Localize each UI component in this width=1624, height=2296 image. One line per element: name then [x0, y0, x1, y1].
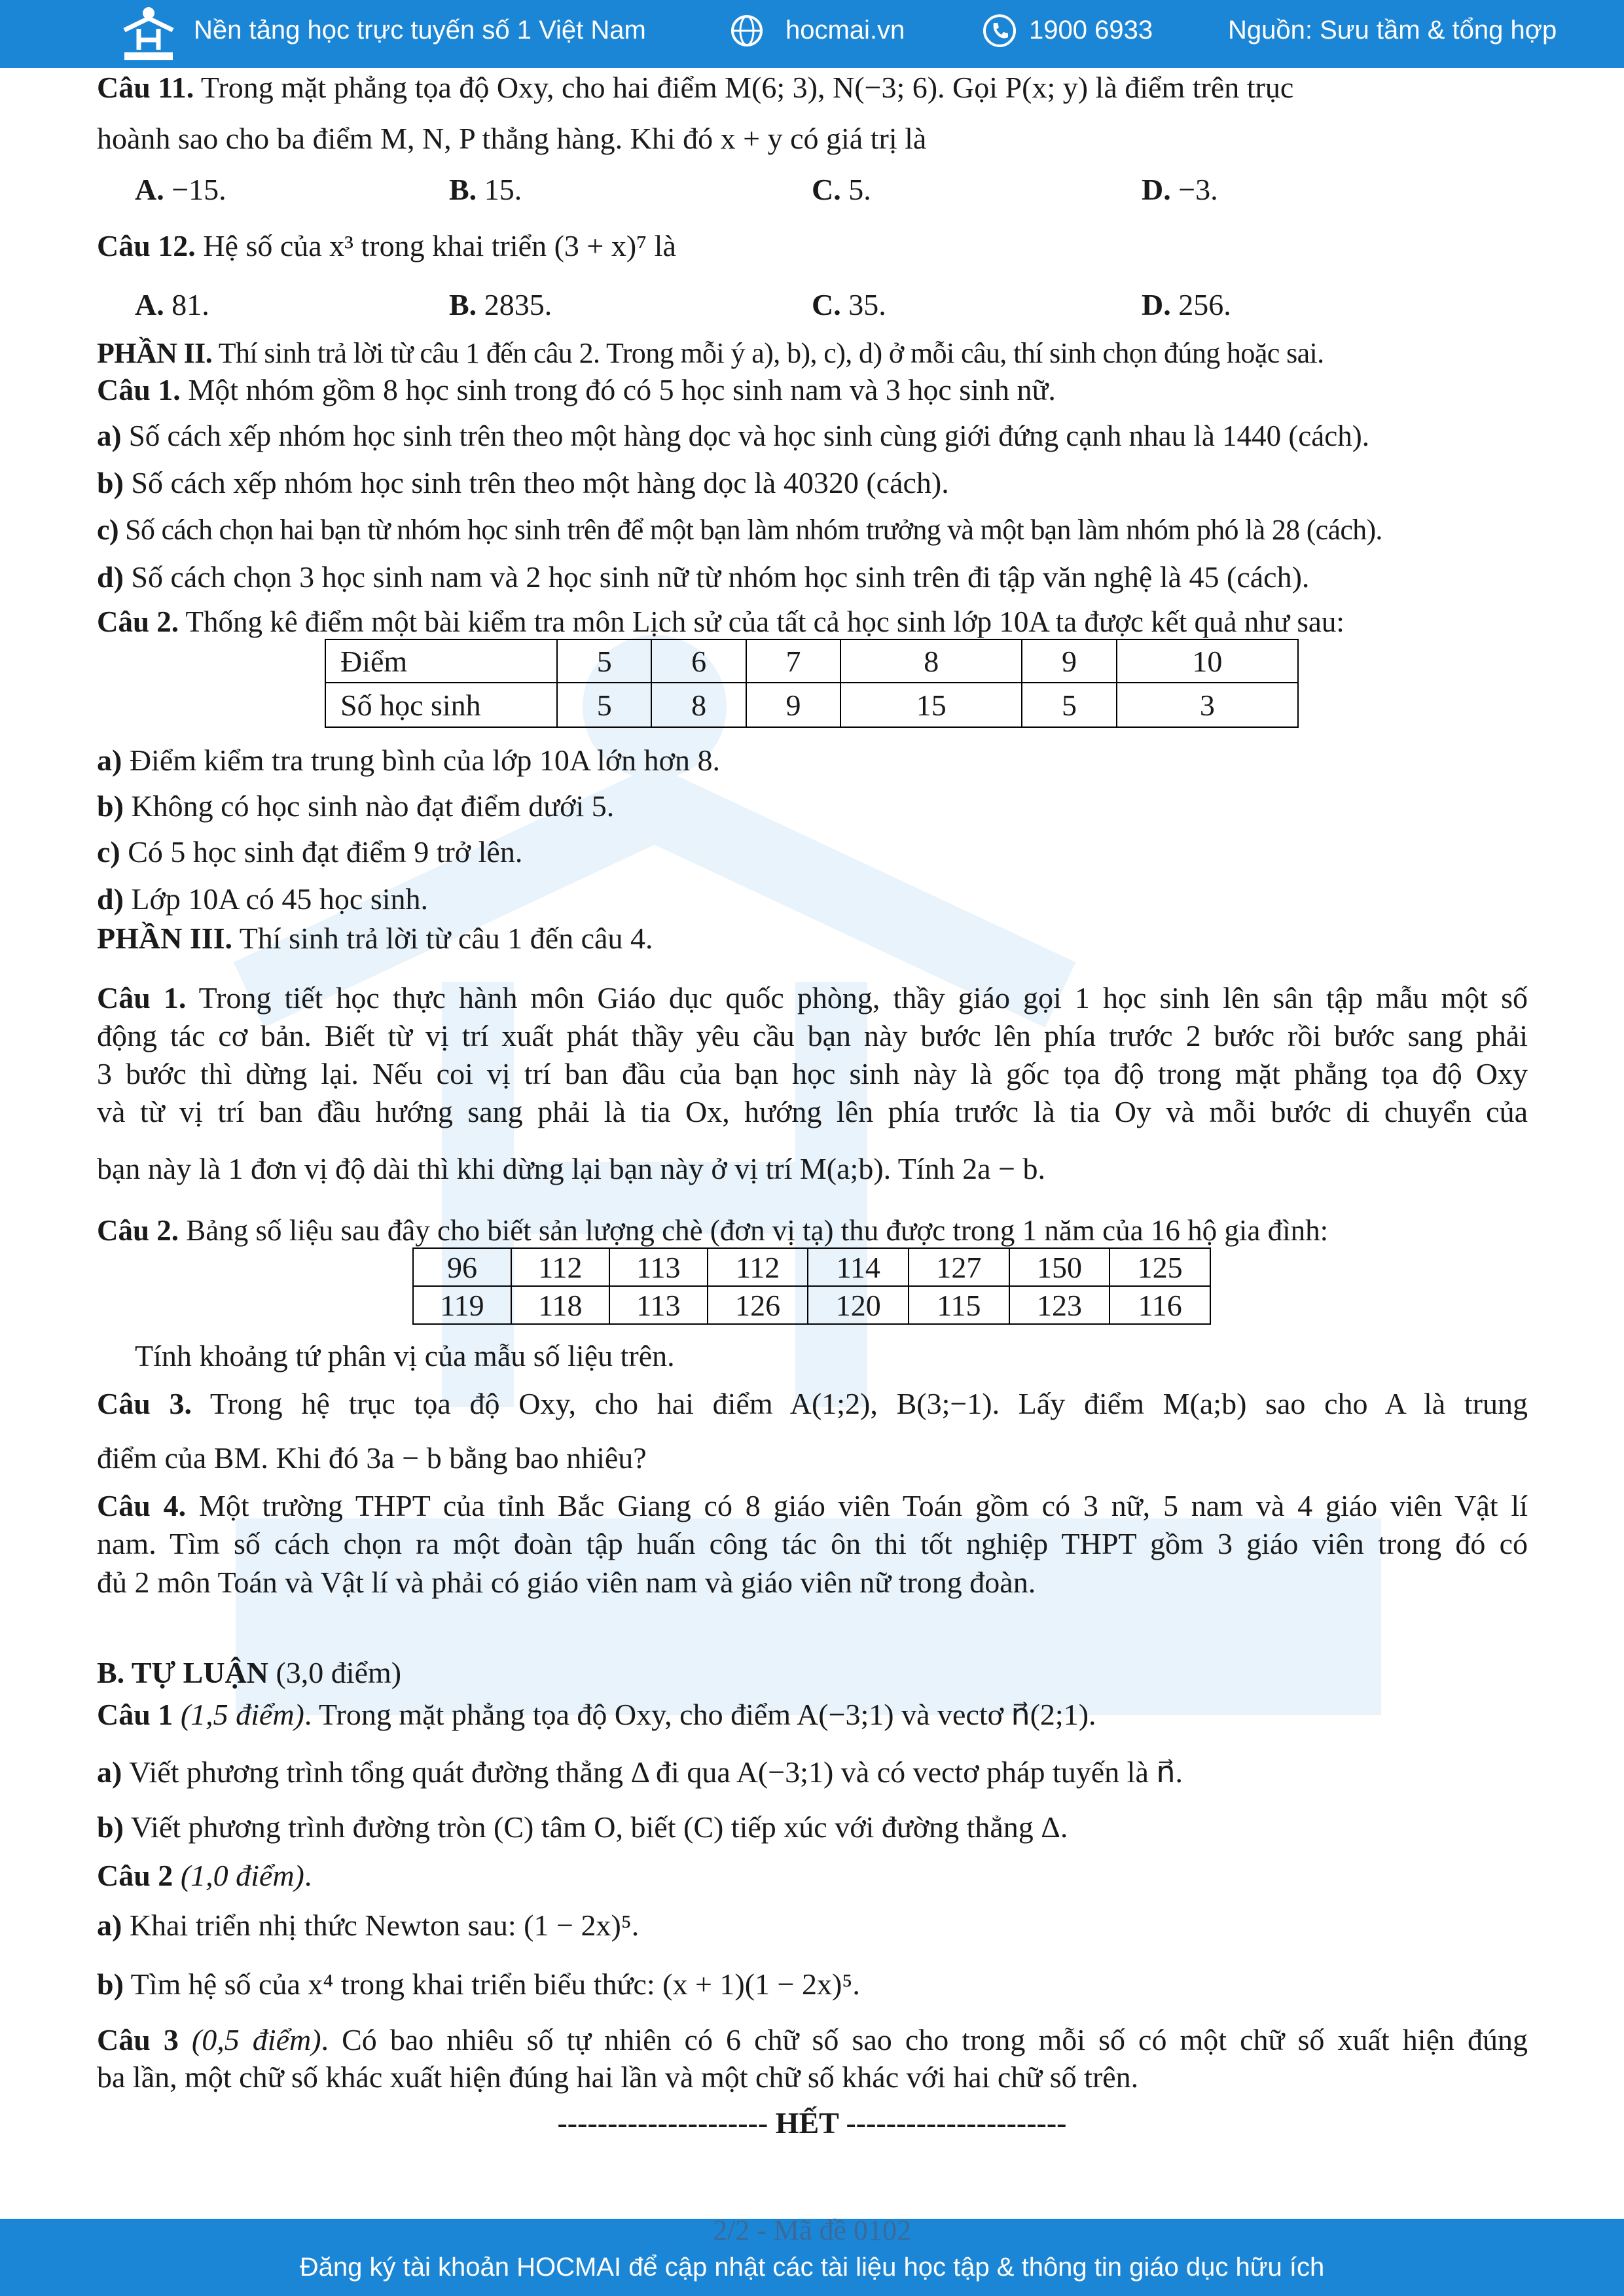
page-info: 2/2 - Mã đề 0102: [712, 2214, 912, 2246]
part2-q1-c: c) Số cách chọn hai bạn từ nhóm học sinh trên để một bạn làm nhóm trưởng và một bạn làm nhóm phó là 28 (cách).: [97, 514, 1382, 546]
q12-option-a: A. 81.: [135, 288, 209, 321]
part2-q2-c: c) Có 5 học sinh đạt điểm 9 trở lên.: [97, 835, 523, 869]
part3-q1-last-line: bạn này là 1 đơn vị độ dài thì khi dừng lại bạn này ở vị trí M(a;b). Tính 2a − b.: [97, 1152, 1046, 1185]
part2-q2-b: b) Không có học sinh nào đạt điểm dưới 5.: [97, 789, 615, 823]
q12-text: Câu 12. Hệ số của x³ trong khai triển (3 + x)⁷ là: [97, 229, 676, 262]
footer-register-link[interactable]: Đăng ký tài khoản HOCMAI để cập nhật các tài liệu học tập & thông tin giáo dục hữu ích: [299, 2253, 1325, 2282]
tea-table-row: 119 118 113 126 120 115 123 116: [413, 1286, 1210, 1324]
part3-q1: Câu 1. Trong tiết học thực hành môn Giáo dục quốc phòng, thầy giáo gọi 1 học sinh lên sân tập mẫu một số động tác cơ bản. Biết từ vị trí xuất phát thầy yêu cầu bạn này bước lên phía trước 2 bước rồi bước sang phải 3 bước thì dừng lại. Nếu coi vị trí ban đầu của bạn học sinh này là gốc tọa độ trong mặt phẳng tọa độ Oxy và từ vị trí ban đầu hướng sang phải là tia Ox, hướng lên phía trước là tia Oy và mỗi bước di chuyển của: [97, 981, 1528, 1128]
part3-q2-ask: Tính khoảng tứ phân vị của mẫu số liệu trên.: [135, 1339, 675, 1372]
essay-q2-a: a) Khai triển nhị thức Newton sau: (1 − 2x)⁵.: [97, 1909, 640, 1942]
q11-line2: hoành sao cho ba điểm M, N, P thẳng hàng. Khi đó x + y có giá trị là: [97, 122, 927, 155]
q11-option-b: B. 15.: [449, 173, 522, 206]
header-hotline[interactable]: 1900 6933: [1029, 16, 1153, 45]
part3-q2-text: Câu 2. Bảng số liệu sau đây cho biết sản lượng chè (đơn vị tạ) thu được trong 1 năm của 16 hộ gia đình:: [97, 1214, 1329, 1247]
essay-heading: B. TỰ LUẬN (3,0 điểm): [97, 1656, 402, 1689]
essay-q1-a: a) Viết phương trình tổng quát đường thẳng Δ đi qua A(−3;1) và có vectơ pháp tuyến là n⃗.: [97, 1755, 1183, 1789]
q12-option-b: B. 2835.: [449, 288, 552, 321]
part3-label: PHẦN III.: [97, 922, 233, 955]
q11-option-c: C. 5.: [812, 173, 871, 206]
essay-q2-b: b) Tìm hệ số của x⁴ trong khai triển biểu thức: (x + 1)(1 − 2x)⁵.: [97, 1967, 860, 2001]
part3-q4: Câu 4. Một trường THPT của tỉnh Bắc Giang có 8 giáo viên Toán gồm có 3 nữ, 5 nam và 4 giáo viên Vật lí nam. Tìm số cách chọn ra một đoàn tập huấn công tác ôn thi tốt nghiệp THPT gồm 3 giáo viên trong đó có: [97, 1489, 1528, 1560]
part3-q3-line2: điểm của BM. Khi đó 3a − b bằng bao nhiêu?: [97, 1441, 647, 1475]
essay-q3-line2: ba lần, một chữ số khác xuất hiện đúng hai lần và một chữ số khác với hai chữ số trên.: [97, 2060, 1139, 2094]
part2-heading: PHẦN II. Thí sinh trả lời từ câu 1 đến câu 2. Trong mỗi ý a), b), c), d) ở mỗi câu, thí sinh chọn đúng hoặc sai.: [97, 337, 1324, 369]
part2-q2-a: a) Điểm kiểm tra trung bình của lớp 10A lớn hơn 8.: [97, 744, 720, 777]
essay-q1-text: Câu 1 (1,5 điểm). Trong mặt phẳng tọa độ Oxy, cho điểm A(−3;1) và vectơ n⃗(2;1).: [97, 1698, 1096, 1731]
score-table: [325, 639, 1299, 728]
essay-q1-b: b) Viết phương trình đường tròn (C) tâm O, biết (C) tiếp xúc với đường thẳng Δ.: [97, 1810, 1068, 1844]
tea-table-row: 96 112 113 112 114 127 150 125: [413, 1248, 1210, 1286]
q12-option-c: C. 35.: [812, 288, 886, 321]
end-mark: --------------------- HẾT ----------------------: [557, 2106, 1067, 2140]
q12-option-d: D. 256.: [1142, 288, 1231, 321]
part3-q4-line3: đủ 2 môn Toán và Vật lí và phải có giáo viên nam và giáo viên nữ trong đoàn.: [97, 1566, 1036, 1599]
hocmai-logo-icon[interactable]: [119, 4, 178, 62]
q12-label: Câu 12.: [97, 229, 196, 262]
header-website-link[interactable]: hocmai.vn: [785, 16, 905, 45]
part3-q3: Câu 3. Trong hệ trục tọa độ Oxy, cho hai điểm A(1;2), B(3;−1). Lấy điểm M(a;b) sao cho A là trung: [97, 1387, 1528, 1420]
essay-q2-text: Câu 2 (1,0 điểm).: [97, 1859, 312, 1892]
part2-q2-d: d) Lớp 10A có 45 học sinh.: [97, 882, 429, 916]
header-slogan: Nền tảng học trực tuyến số 1 Việt Nam: [194, 16, 646, 45]
q11-option-d: D. −3.: [1142, 173, 1218, 206]
part2-q1-a: a) Số cách xếp nhóm học sinh trên theo một hàng dọc và học sinh cùng giới đứng cạnh nhau là 1440 (cách).: [97, 420, 1369, 452]
q11-line1: Câu 11. Trong mặt phẳng tọa độ Oxy, cho hai điểm M(6; 3), N(−3; 6). Gọi P(x; y) là điểm trên trục: [97, 71, 1294, 104]
score-table-row: Điểm 5 6 7 8 9 10: [325, 639, 1298, 683]
tea-yield-table: [412, 1247, 1211, 1325]
q11-label: Câu 11.: [97, 71, 194, 104]
phone-icon: [982, 13, 1017, 48]
part2-q1-b: b) Số cách xếp nhóm học sinh trên theo một hàng dọc là 40320 (cách).: [97, 466, 949, 499]
header-source: Nguồn: Sưu tầm & tổng hợp: [1228, 16, 1557, 45]
essay-q3: Câu 3 (0,5 điểm). Có bao nhiêu số tự nhiên có 6 chữ số sao cho trong mỗi số có một chữ số xuất hiện đúng: [97, 2023, 1528, 2056]
part2-q2-text: Câu 2. Thống kê điểm một bài kiểm tra môn Lịch sử của tất cả học sinh lớp 10A ta được kết quả như sau:: [97, 605, 1344, 638]
part2-label: PHẦN II.: [97, 337, 213, 369]
part3-heading: PHẦN III. Thí sinh trả lời từ câu 1 đến câu 4.: [97, 922, 653, 955]
part2-q1-d: d) Số cách chọn 3 học sinh nam và 2 học sinh nữ từ nhóm học sinh trên đi tập văn nghệ là 45 (cách).: [97, 560, 1310, 594]
part2-q1-text: Câu 1. Một nhóm gồm 8 học sinh trong đó có 5 học sinh nam và 3 học sinh nữ.: [97, 373, 1056, 406]
globe-icon: [729, 13, 765, 48]
q11-option-a: A. −15.: [135, 173, 226, 206]
header-bar: [0, 0, 1624, 68]
score-table-row: Số học sinh 5 8 9 15 5 3: [325, 683, 1298, 727]
